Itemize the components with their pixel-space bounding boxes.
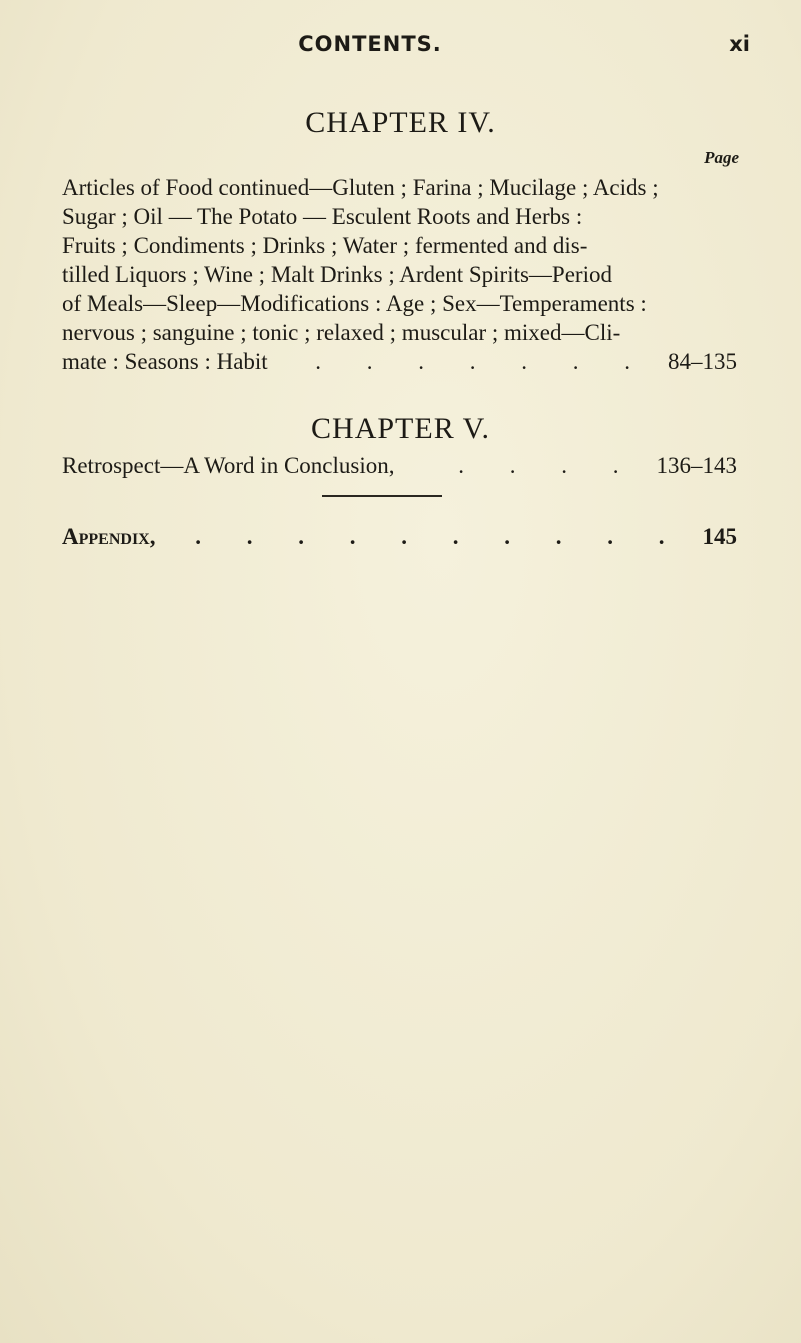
- running-head-page-number: xi: [729, 32, 750, 56]
- chapter-4-heading: CHAPTER IV.: [305, 106, 496, 139]
- chapter-4-pages: 84–135: [668, 349, 737, 374]
- chapter-4-line-2: Sugar ; Oil — The Potato — Esculent Roots and Herbs :: [62, 204, 583, 229]
- section-divider: [322, 495, 442, 497]
- chapter-4-entry-last-line: [62, 347, 737, 377]
- dot-leaders: . . . . . . .: [315, 349, 650, 374]
- appendix-page: 145: [702, 524, 737, 549]
- chapter-4-last-line-text: mate : Seasons : Habit: [62, 349, 268, 374]
- chapter-5-heading: CHAPTER V.: [311, 412, 490, 445]
- chapter-4-line-5: of Meals—Sleep—Modifications : Age ; Sex—Temperaments :: [62, 291, 647, 316]
- chapter-4-line-1: Articles of Food continued—Gluten ; Farina ; Mucilage ; Acids ;: [62, 175, 659, 200]
- dot-leaders: . . . . . . . . . .: [195, 524, 685, 549]
- appendix-entry: [62, 522, 737, 552]
- appendix-label: Appendix,: [62, 524, 156, 549]
- running-head: [60, 32, 750, 62]
- chapter-4-line-6: nervous ; sanguine ; tonic ; relaxed ; muscular ; mixed—Cli-: [62, 320, 621, 345]
- page-column-label: Page: [704, 148, 739, 167]
- chapter-4-line-3: Fruits ; Condiments ; Drinks ; Water ; fermented and dis-: [62, 233, 588, 258]
- chapter-5-entry: [62, 451, 737, 481]
- chapter-4-line-4: tilled Liquors ; Wine ; Malt Drinks ; Ardent Spirits—Period: [62, 262, 612, 287]
- dot-leaders: . . . .: [458, 453, 639, 478]
- running-head-title: CONTENTS.: [298, 32, 442, 56]
- chapter-5-pages: 136–143: [656, 453, 737, 478]
- chapter-5-entry-text: Retrospect—A Word in Conclusion,: [62, 453, 395, 478]
